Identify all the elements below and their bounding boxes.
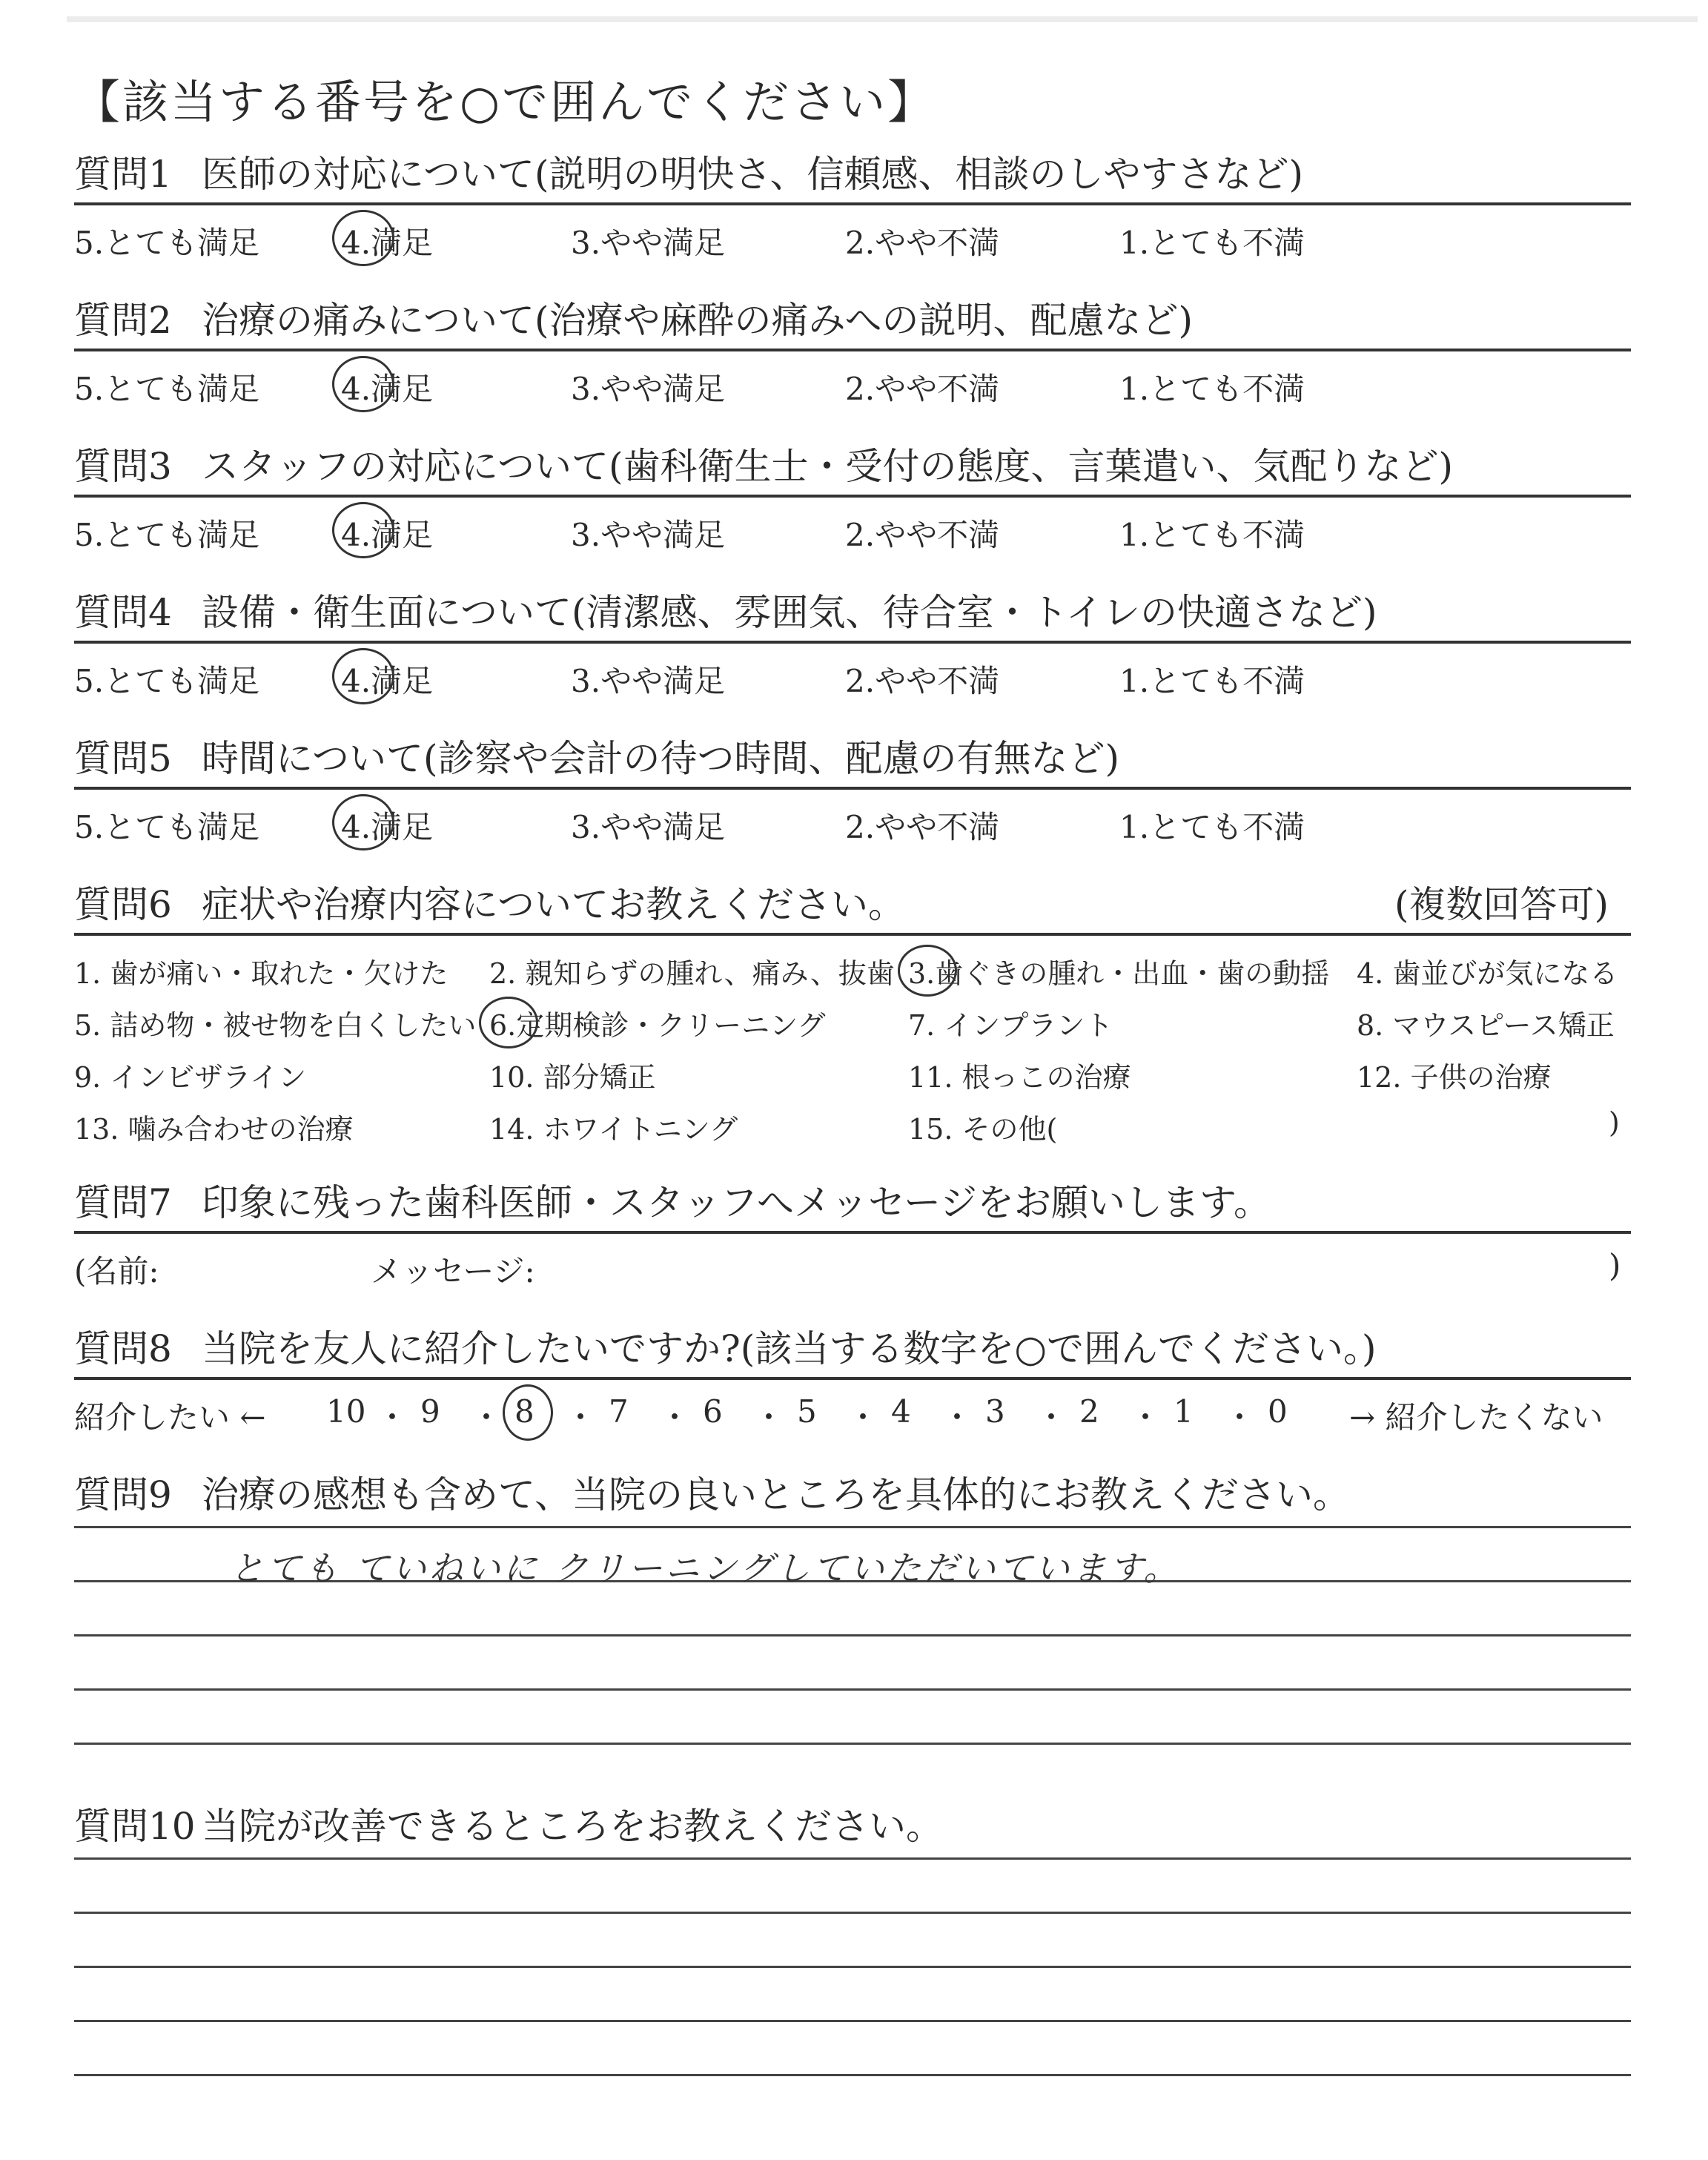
question-2-options	[74, 351, 1631, 444]
selection-circle	[332, 356, 394, 412]
question-number: 質問4	[74, 591, 172, 634]
question-number: 質問1	[74, 153, 172, 196]
question-number: 質問6	[74, 883, 172, 926]
question-1-title	[74, 152, 1631, 205]
question-4-options	[74, 644, 1631, 736]
rating-option[interactable]: 4.満足	[341, 225, 434, 261]
question-5-title	[74, 736, 1631, 790]
symptom-option[interactable]: 8. マウスピース矯正	[1357, 1009, 1615, 1042]
symptom-option[interactable]: 4. 歯並びが気になる	[1357, 957, 1618, 990]
question-3-title	[74, 444, 1631, 498]
question-text: 治療の痛みについて(治療や麻酔の痛みへの説明、配慮など)	[202, 299, 1194, 342]
scale-separator: ・	[1130, 1399, 1162, 1436]
rating-option[interactable]: 2.やや不満	[845, 663, 1000, 699]
scale-right-label: → 紹介したくない	[1349, 1399, 1603, 1436]
selection-circle	[479, 997, 538, 1048]
ruled-line	[74, 1860, 1631, 1914]
question-6-title	[74, 882, 1631, 936]
ruled-line	[74, 1914, 1631, 1968]
question-number: 質問2	[74, 299, 172, 342]
rating-option[interactable]: 5.とても満足	[74, 663, 260, 699]
rating-option[interactable]: 4.満足	[341, 371, 434, 407]
question-text: 医師の対応について(説明の明快さ、信頼感、相談のしやすさなど)	[202, 153, 1304, 196]
rating-option[interactable]: 2.やや不満	[845, 371, 1000, 407]
question-text: 症状や治療内容についてお教えください。	[202, 883, 905, 926]
scale-left-label: 紹介したい ←	[74, 1399, 266, 1436]
question-number: 質問8	[74, 1327, 172, 1370]
question-text: 当院が改善できるところをお教えください。	[202, 1805, 943, 1848]
symptom-option[interactable]: 2. 親知らずの腫れ、痛み、抜歯	[489, 957, 895, 990]
rating-option[interactable]: 3.やや満足	[571, 225, 726, 261]
question-text: 時間について(診察や会計の待つ時間、配慮の有無など)	[202, 737, 1120, 780]
multiple-answer-note: (複数回答可)	[1394, 883, 1609, 926]
rating-option[interactable]: 5.とても満足	[74, 517, 260, 553]
question-2-title	[74, 298, 1631, 351]
rating-option[interactable]: 2.やや不満	[845, 225, 1000, 261]
rating-option[interactable]: 5.とても満足	[74, 809, 260, 845]
question-7-title	[74, 1180, 1631, 1234]
selection-circle	[503, 1384, 553, 1441]
scale-value[interactable]: 7	[609, 1393, 629, 1430]
question-text: 当院を友人に紹介したいですか?(該当する数字を○で囲んでください。)	[202, 1327, 1377, 1370]
scale-value[interactable]: 8	[514, 1393, 534, 1430]
scale-separator: ・	[753, 1399, 785, 1436]
question-number: 質問9	[74, 1473, 172, 1516]
question-5-options	[74, 790, 1631, 882]
selection-circle	[332, 794, 394, 851]
scale-separator: ・	[377, 1399, 408, 1436]
ruled-line	[74, 1691, 1631, 1745]
rating-questions	[74, 152, 1631, 882]
symptom-option[interactable]: 7. インプラント	[908, 1009, 1113, 1042]
scale-separator: ・	[1224, 1399, 1256, 1436]
rating-option[interactable]: 5.とても満足	[74, 371, 260, 407]
question-10-answer-lines	[74, 1855, 1631, 2076]
scale-value[interactable]: 1	[1174, 1393, 1194, 1430]
rating-option[interactable]: 5.とても満足	[74, 225, 260, 261]
selection-circle	[898, 945, 957, 997]
scan-edge	[67, 16, 1698, 22]
ruled-line	[74, 1582, 1631, 1636]
symptom-option[interactable]: 6.定期検診・クリーニング	[489, 1009, 826, 1042]
scale-value[interactable]: 6	[703, 1393, 723, 1430]
rating-option[interactable]: 4.満足	[341, 809, 434, 845]
scale-value[interactable]: 2	[1079, 1393, 1099, 1430]
close-paren: )	[1609, 1247, 1621, 1284]
ruled-line	[74, 1968, 1631, 2022]
question-8-title	[74, 1327, 1631, 1380]
scale-separator: ・	[847, 1399, 879, 1436]
scale-value[interactable]: 5	[797, 1393, 817, 1430]
question-number: 質問7	[74, 1181, 172, 1224]
question-9-title	[74, 1473, 1631, 1523]
scale-separator: ・	[1036, 1399, 1068, 1436]
close-paren: )	[1609, 1106, 1620, 1139]
rating-option[interactable]: 4.満足	[341, 663, 434, 699]
symptom-option[interactable]: 9. インビザライン	[74, 1061, 307, 1094]
rating-option[interactable]: 1.とても不満	[1119, 663, 1305, 699]
symptom-option[interactable]: 5. 詰め物・被せ物を白くしたい	[74, 1009, 477, 1042]
rating-option[interactable]: 1.とても不満	[1119, 225, 1305, 261]
form-header: 【該当する番号を○で囲んでください】	[74, 75, 936, 129]
scale-value[interactable]: 9	[420, 1393, 440, 1430]
scale-value[interactable]: 3	[985, 1393, 1005, 1430]
question-3-options	[74, 498, 1631, 590]
symptom-option[interactable]: 14. ホワイトニング	[489, 1113, 738, 1146]
question-1-options	[74, 205, 1631, 298]
ruled-line	[74, 1636, 1631, 1691]
question-text: 治療の感想も含めて、当院の良いところを具体的にお教えください。	[202, 1473, 1350, 1516]
symptom-option[interactable]: 10. 部分矯正	[489, 1061, 656, 1094]
ruled-line	[74, 2022, 1631, 2076]
question-8-scale	[74, 1380, 1631, 1473]
symptom-option[interactable]: 11. 根っこの治療	[908, 1061, 1131, 1094]
rating-option[interactable]: 1.とても不満	[1119, 809, 1305, 845]
symptom-option[interactable]: 15. その他(	[908, 1113, 1058, 1146]
ruled-line	[74, 1528, 1631, 1588]
symptom-option[interactable]: 13. 噛み合わせの治療	[74, 1113, 354, 1146]
message-label: メッセージ:	[371, 1253, 535, 1289]
scale-separator: ・	[471, 1399, 503, 1436]
ruled-line	[74, 1855, 1631, 1860]
rating-option[interactable]: 1.とても不満	[1119, 371, 1305, 407]
question-text: スタッフの対応について(歯科衛生士・受付の態度、言葉遣い、気配りなど)	[202, 445, 1454, 488]
symptom-option[interactable]: 3.歯ぐきの腫れ・出血・歯の動揺	[908, 957, 1330, 990]
selection-circle	[332, 502, 394, 558]
name-label: (名前:	[74, 1253, 159, 1289]
selection-circle	[332, 210, 394, 266]
question-10-title	[74, 1804, 1631, 1855]
scale-separator: ・	[941, 1399, 973, 1436]
question-number: 質問10	[74, 1805, 196, 1848]
rating-option[interactable]: 4.満足	[341, 517, 434, 553]
symptom-option[interactable]: 1. 歯が痛い・取れた・欠けた	[74, 957, 448, 990]
rating-option[interactable]: 3.やや満足	[571, 517, 726, 553]
scale-value[interactable]: 4	[891, 1393, 911, 1430]
ruled-line	[74, 1523, 1631, 1528]
rating-option[interactable]: 2.やや不満	[845, 517, 1000, 553]
scale-value[interactable]: 10	[326, 1393, 366, 1430]
rating-option[interactable]: 2.やや不満	[845, 809, 1000, 845]
question-9-answer-lines	[74, 1523, 1631, 1745]
question-number: 質問5	[74, 737, 172, 780]
survey-form	[74, 67, 1631, 2076]
selection-circle	[332, 648, 394, 704]
question-6-options	[74, 936, 1631, 1180]
rating-option[interactable]: 3.やや満足	[571, 663, 726, 699]
question-text: 設備・衛生面について(清潔感、雰囲気、待合室・トイレの快適さなど)	[202, 591, 1377, 634]
scale-value[interactable]: 0	[1268, 1393, 1288, 1430]
scale-separator: ・	[565, 1399, 597, 1436]
question-4-title	[74, 590, 1631, 644]
question-number: 質問3	[74, 445, 172, 488]
symptom-option[interactable]: 12. 子供の治療	[1357, 1061, 1552, 1094]
scale-separator: ・	[659, 1399, 691, 1436]
handwritten-answer: とても ていねいに クリーニングしていただいています。	[230, 1548, 1181, 1588]
question-7-answer	[74, 1234, 1631, 1327]
rating-option[interactable]: 1.とても不満	[1119, 517, 1305, 553]
question-text: 印象に残った歯科医師・スタッフへメッセージをお願いします。	[202, 1181, 1271, 1224]
rating-option[interactable]: 3.やや満足	[571, 371, 726, 407]
rating-option[interactable]: 3.やや満足	[571, 809, 726, 845]
